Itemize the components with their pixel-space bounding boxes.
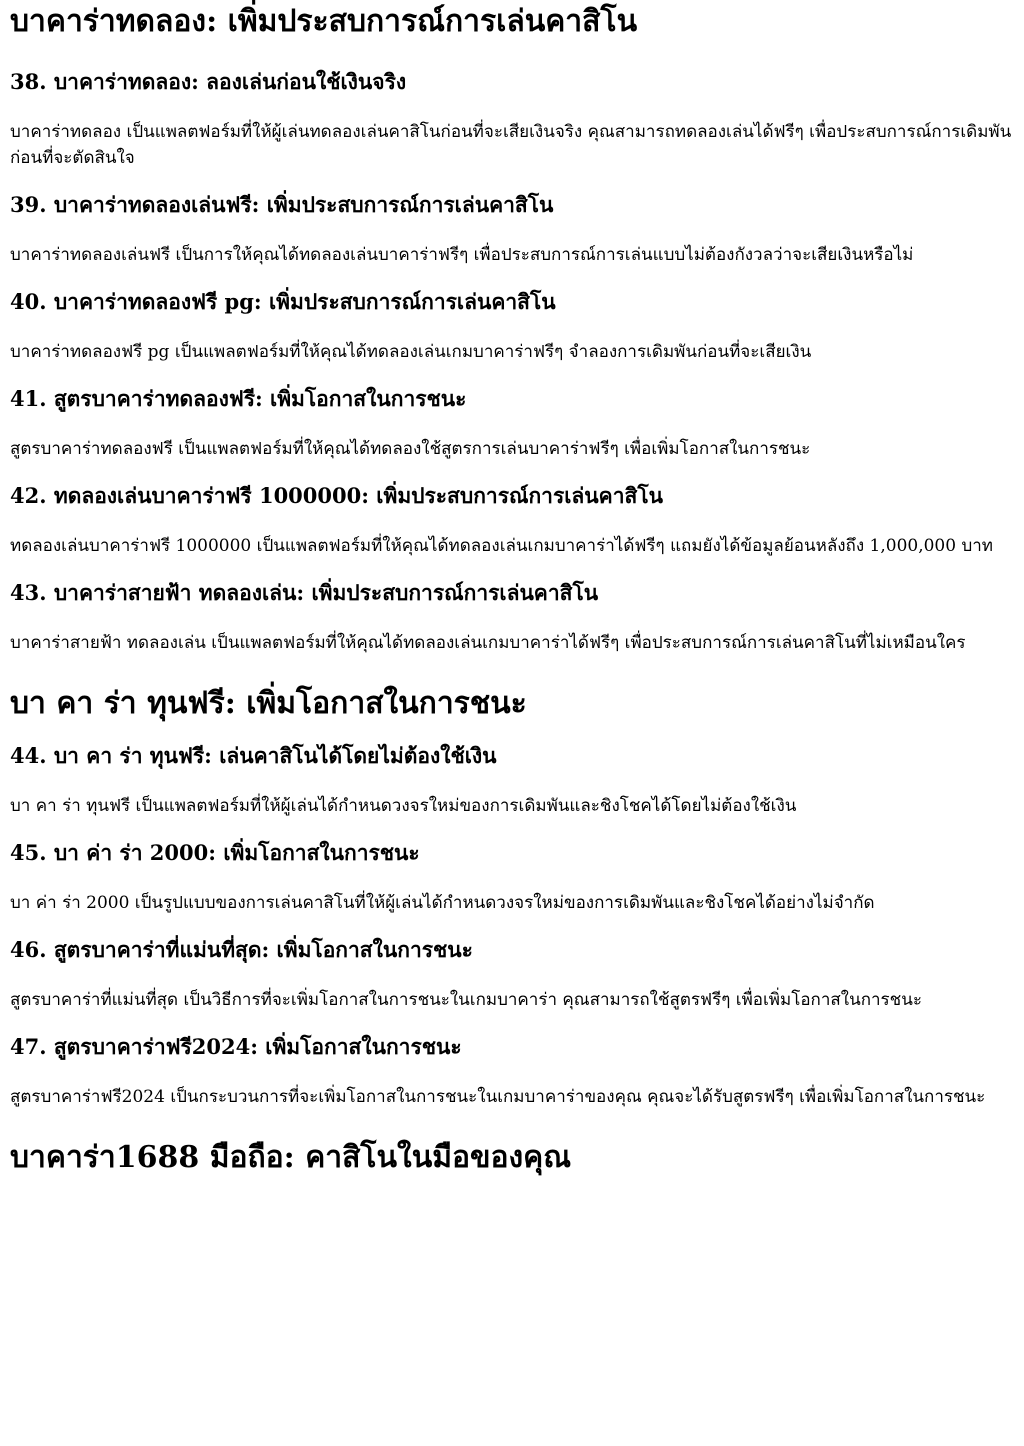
item-44-title: 44. บา คา ร่า ทุนฟรี: เล่นคาสิโนได้โดยไม่ต้องใช้เงิน xyxy=(10,743,497,768)
item-43-text: บาคาร่าสายฟ้า ทดลองเล่น เป็นแพลตฟอร์มที่ให้คุณได้ทดลองเล่นเกมบาคาร่าได้ฟรีๆ เพื่อประสบการณ์การเล่นคาสิโนที่ไม่เหมือนใคร xyxy=(10,633,966,653)
item-42-title: 42. ทดลองเล่นบาคาร่าฟรี 1000000: เพิ่มประสบการณ์การเล่นคาสิโน xyxy=(10,483,663,508)
item-39-title: 39. บาคาร่าทดลองเล่นฟรี: เพิ่มประสบการณ์การเล่นคาสิโน xyxy=(10,192,554,217)
section-title-mobile: บาคาร่า1688 มือถือ: คาสิโนในมือของคุณ xyxy=(10,1140,572,1175)
item-41-text: สูตรบาคาร่าทดลองฟรี เป็นแพลตฟอร์มที่ให้คุณได้ทดลองใช้สูตรการเล่นบาคาร่าฟรีๆ เพื่อเพิ่มโอกาสในการชนะ xyxy=(10,439,811,459)
item-45-title: 45. บา ค่า ร่า 2000: เพิ่มโอกาสในการชนะ xyxy=(10,840,420,865)
item-41-title: 41. สูตรบาคาร่าทดลองฟรี: เพิ่มโอกาสในการชนะ xyxy=(10,386,467,411)
item-46-text: สูตรบาคาร่าที่แม่นที่สุด เป็นวิธีการที่จะเพิ่มโอกาสในการชนะในเกมบาคาร่า คุณสามารถใช้สูตรฟรีๆ เพื่อเพิ่มโอกาสในการชนะ xyxy=(10,990,922,1010)
item-38-text: บาคาร่าทดลอง เป็นแพลตฟอร์มที่ให้ผู้เล่นทดลองเล่นคาสิโนก่อนที่จะเสียเงินจริง คุณสามารถทดลองเล่นได้ฟรีๆ เพื่อประสบการณ์การเดิมพันก่อนที่จะตัดสินใจ xyxy=(10,122,1012,168)
section-title-baccarat-trial: บาคาร่าทดลอง: เพิ่มประสบการณ์การเล่นคาสิโน xyxy=(10,4,638,39)
item-45-text: บา ค่า ร่า 2000 เป็นรูปแบบของการเล่นคาสิโนที่ให้ผู้เล่นได้กำหนดวงจรใหม่ของการเดิมพันและชิงโชคได้อย่างไม่จำกัด xyxy=(10,893,875,913)
item-43-title: 43. บาคาร่าสายฟ้า ทดลองเล่น: เพิ่มประสบการณ์การเล่นคาสิโน xyxy=(10,580,599,605)
item-40-title: 40. บาคาร่าทดลองฟรี pg: เพิ่มประสบการณ์การเล่นคาสิโน xyxy=(10,289,556,314)
item-44-text: บา คา ร่า ทุนฟรี เป็นแพลตฟอร์มที่ให้ผู้เล่นได้กำหนดวงจรใหม่ของการเดิมพันและชิงโชคได้โดยไม่ต้องใช้เงิน xyxy=(10,796,797,816)
item-39-text: บาคาร่าทดลองเล่นฟรี เป็นการให้คุณได้ทดลองเล่นบาคาร่าฟรีๆ เพื่อประสบการณ์การเล่นแบบไม่ต้องกังวลว่าจะเสียเงินหรือไม่ xyxy=(10,245,914,265)
item-42-text: ทดลองเล่นบาคาร่าฟรี 1000000 เป็นแพลตฟอร์มที่ให้คุณได้ทดลองเล่นเกมบาคาร่าได้ฟรีๆ แถมยังได้ข้อมูลย้อนหลังถึง 1,000,000 บาท xyxy=(10,536,994,556)
item-38-title: 38. บาคาร่าทดลอง: ลองเล่นก่อนใช้เงินจริง xyxy=(10,69,407,94)
item-46-title: 46. สูตรบาคาร่าที่แม่นที่สุด: เพิ่มโอกาสในการชนะ xyxy=(10,937,473,962)
item-47-title: 47. สูตรบาคาร่าฟรี2024: เพิ่มโอกาสในการชนะ xyxy=(10,1034,462,1059)
item-47-text: สูตรบาคาร่าฟรี2024 เป็นกระบวนการที่จะเพิ่มโอกาสในการชนะในเกมบาคาร่าของคุณ คุณจะได้รับสูตรฟรีๆ เพื่อเพิ่มโอกาสในการชนะ xyxy=(10,1087,986,1107)
section-title-free-capital: บา คา ร่า ทุนฟรี: เพิ่มโอกาสในการชนะ xyxy=(10,686,527,721)
item-40-text: บาคาร่าทดลองฟรี pg เป็นแพลตฟอร์มที่ให้คุณได้ทดลองเล่นเกมบาคาร่าฟรีๆ จำลองการเดิมพันก่อนที่จะเสียเงิน xyxy=(10,342,812,362)
